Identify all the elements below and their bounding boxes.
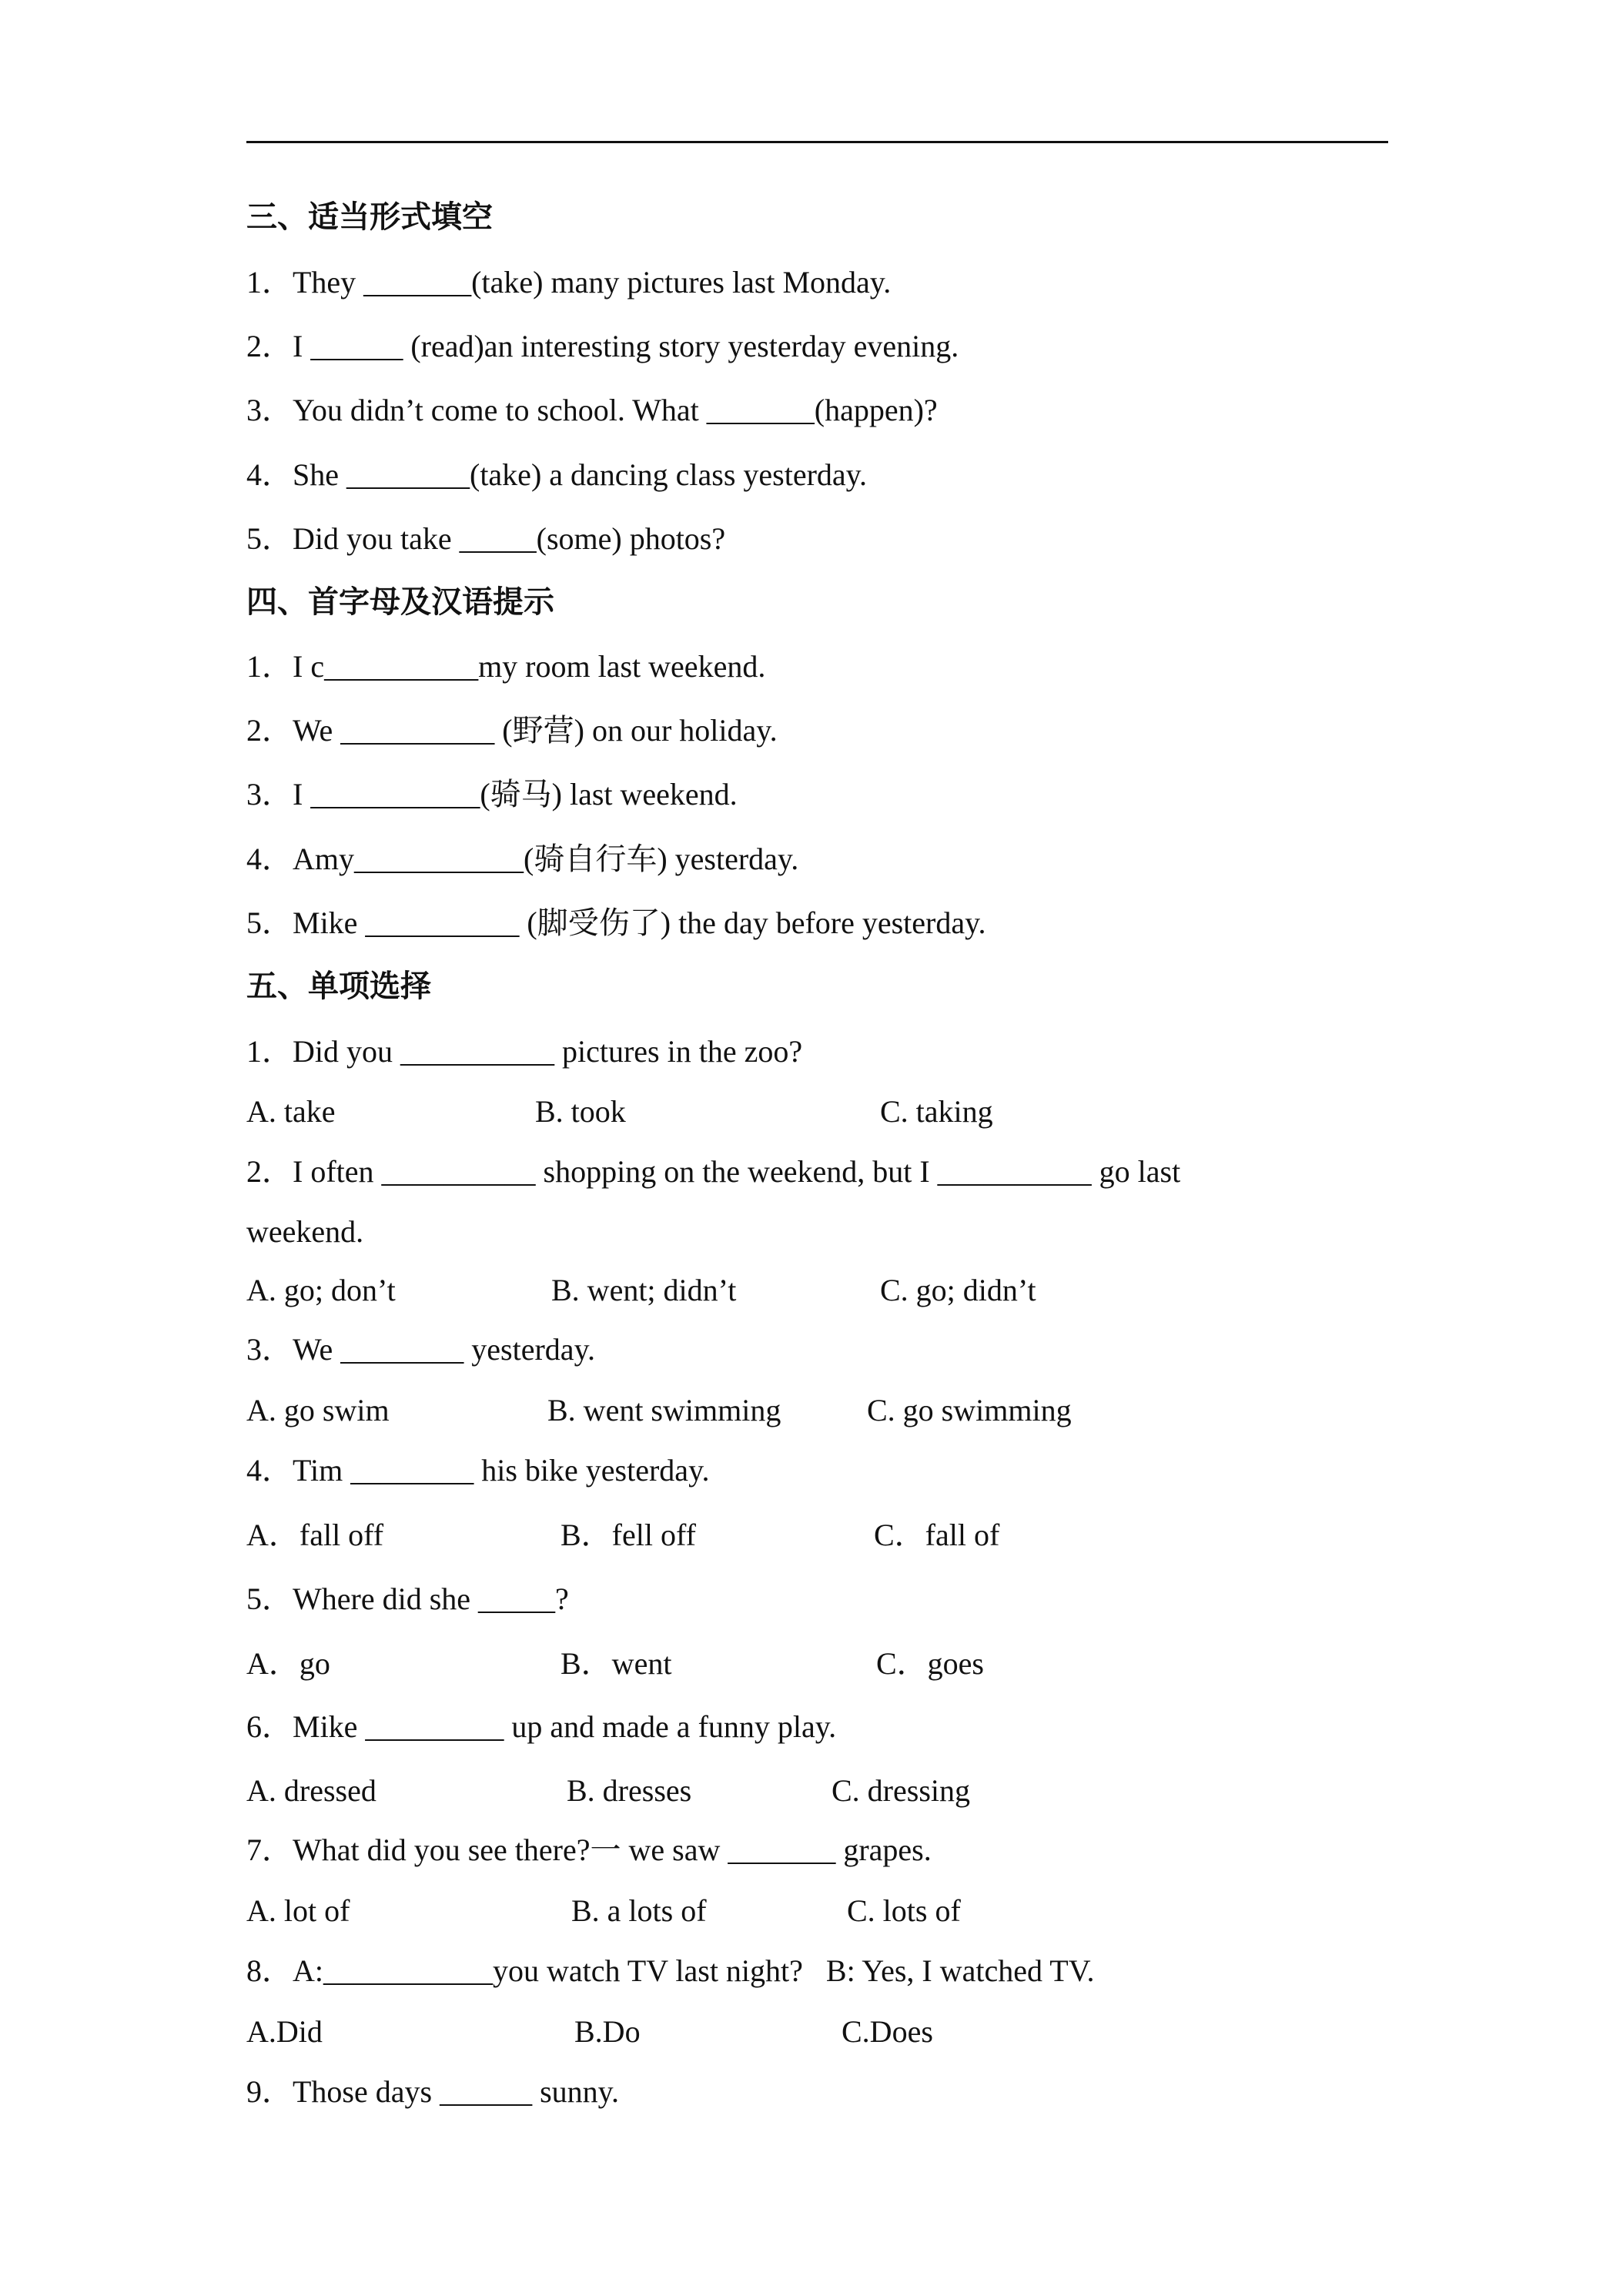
question-text: 5．Mike __________ (脚受伤了) the day before yesterday.: [246, 905, 986, 940]
option-b: B．fell off: [561, 1518, 696, 1552]
option-c: C.Does: [842, 2014, 933, 2049]
option-a: A．fall off: [246, 1518, 384, 1552]
question-text: 3．I ___________(骑马) last weekend.: [246, 777, 738, 812]
option-b: B．went: [561, 1646, 672, 1681]
option-b: B.Do: [574, 2014, 641, 2049]
option-c: C. taking: [880, 1094, 993, 1129]
question-text: 1．I c__________my room last weekend.: [246, 649, 766, 684]
question-text: 5．Where did she _____?: [246, 1581, 569, 1616]
question-text: 2．We __________ (野营) on our holiday.: [246, 713, 778, 748]
question-text: 8．A:___________you watch TV last night? B: Yes, I watched TV.: [246, 1953, 1095, 1988]
option-a: A. dressed: [246, 1773, 376, 1808]
option-a: A．go: [246, 1646, 330, 1681]
question-text: 7．What did you see there?一 we saw _______ grapes.: [246, 1832, 932, 1867]
option-a: A. go; don’t: [246, 1273, 396, 1307]
question-text: 9．Those days ______ sunny.: [246, 2074, 620, 2109]
option-c: C. dressing: [832, 1773, 970, 1808]
question-text: 1．They _______(take) many pictures last Monday.: [246, 265, 892, 300]
question-text: 3．You didn’t come to school. What _______(happen)?: [246, 393, 938, 427]
option-a: A. lot of: [246, 1893, 350, 1928]
question-text: 3．We ________ yesterday.: [246, 1332, 595, 1367]
question-text: 2．I ______ (read)an interesting story yesterday evening.: [246, 329, 959, 363]
option-c: C．fall of: [874, 1518, 1000, 1552]
question-text: 1．Did you __________ pictures in the zoo?: [246, 1034, 803, 1069]
question-text-continued: weekend.: [246, 1214, 364, 1249]
option-c: C. lots of: [847, 1893, 961, 1928]
option-a: A.Did: [246, 2014, 323, 2049]
section-heading-multiple-choice: 五、单项选择: [246, 969, 431, 1004]
option-b: B. a lots of: [571, 1893, 707, 1928]
question-text: 4．Tim ________ his bike yesterday.: [246, 1453, 710, 1488]
section-heading-fill-forms: 三、适当形式填空: [246, 199, 493, 235]
question-text: 2．I often __________ shopping on the weekend, but I __________ go last: [246, 1154, 1181, 1189]
option-a: A. take: [246, 1094, 336, 1129]
option-a: A. go swim: [246, 1393, 390, 1427]
option-b: B. went swimming: [547, 1393, 781, 1427]
option-c: C．goes: [876, 1646, 984, 1681]
option-c: C. go swimming: [867, 1393, 1072, 1427]
option-b: B. took: [535, 1094, 626, 1129]
option-b: B. dresses: [567, 1773, 692, 1808]
question-text: 6．Mike _________ up and made a funny play.: [246, 1709, 837, 1744]
question-text: 4．Amy___________(骑自行车) yesterday.: [246, 842, 799, 876]
header-rule: [246, 141, 1388, 143]
option-c: C. go; didn’t: [880, 1273, 1036, 1307]
question-text: 5．Did you take _____(some) photos?: [246, 521, 726, 556]
section-heading-initial-hints: 四、首字母及汉语提示: [246, 584, 554, 620]
question-text: 4．She ________(take) a dancing class yesterday.: [246, 457, 868, 492]
option-b: B. went; didn’t: [551, 1273, 737, 1307]
